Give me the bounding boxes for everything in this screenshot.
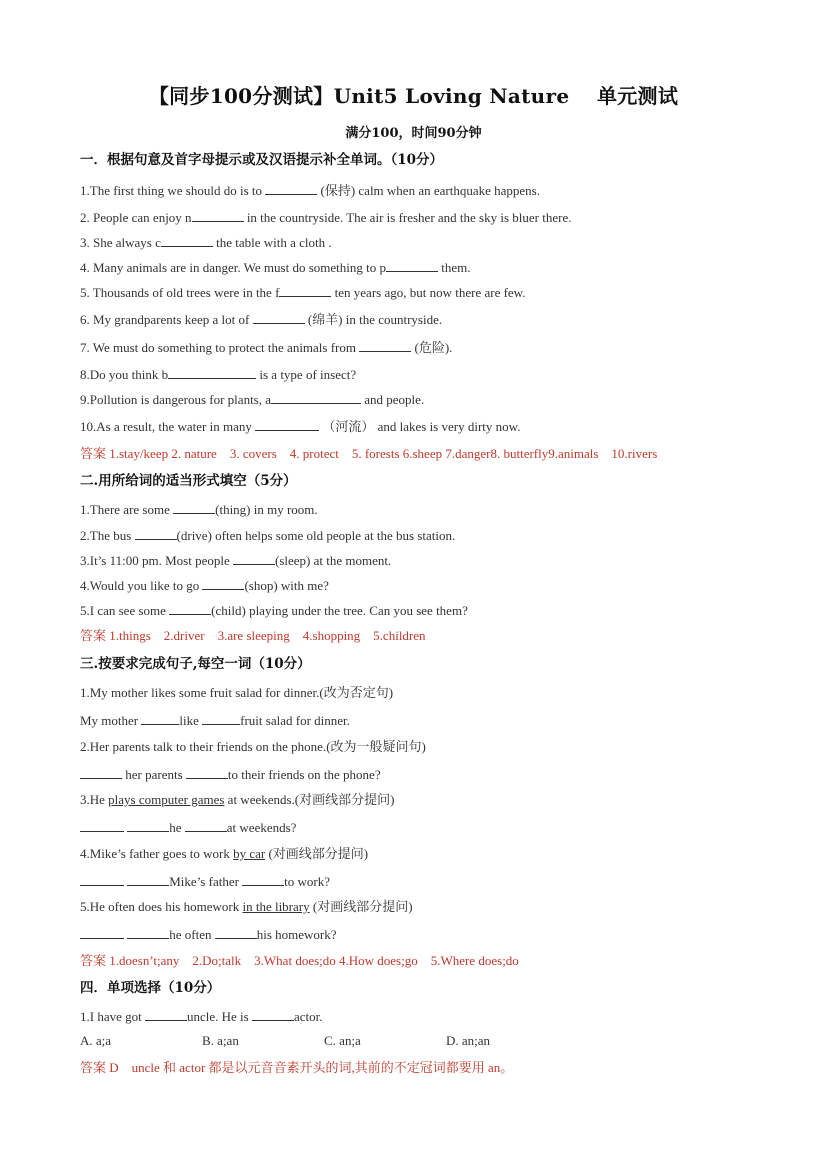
- underlined-phrase: in the library: [242, 899, 310, 914]
- answer-blank[interactable]: [173, 501, 215, 514]
- answer-blank[interactable]: [141, 712, 179, 725]
- answer-blank[interactable]: [80, 766, 122, 779]
- answer-blank[interactable]: [185, 819, 227, 832]
- question-line: 4. Many animals are in danger. We must do something to p them.: [80, 260, 471, 275]
- answer-blank[interactable]: [255, 418, 319, 431]
- answer-blank[interactable]: [169, 602, 211, 615]
- answer-blank[interactable]: [161, 234, 213, 247]
- question-line: 3.It’s 11:00 pm. Most people (sleep) at the moment.: [80, 553, 392, 568]
- answer-blank[interactable]: [80, 926, 124, 939]
- question-line: 5.He often does his homework in the library (对画线部分提问): [80, 899, 413, 914]
- answer-blank[interactable]: [215, 926, 257, 939]
- question-line: 1.I have got uncle. He is actor.: [80, 1009, 323, 1024]
- question-line: 1.The first thing we should do is to (保持) calm when an earthquake happens.: [80, 183, 540, 198]
- section-heading: 一．根据句意及首字母提示或及汉语提示补全单词。（10分）: [80, 152, 444, 168]
- answer-blank[interactable]: [271, 391, 361, 404]
- page-subtitle: 满分100，时间90分钟: [345, 126, 482, 141]
- option-d[interactable]: D. an;an: [446, 1033, 491, 1048]
- option-b[interactable]: B. a;an: [202, 1033, 239, 1048]
- answer-blank[interactable]: [252, 1008, 294, 1021]
- underlined-phrase: by car: [233, 846, 266, 861]
- fill-line: her parents to their friends on the phone?: [80, 766, 760, 783]
- answer-blank[interactable]: [192, 209, 244, 222]
- question-line: 2. People can enjoy n in the countryside. The air is fresher and the sky is bluer there.: [80, 210, 572, 225]
- question-line: 1.There are some (thing) in my room.: [80, 502, 318, 517]
- answer-key: 答案 1.stay/keep 2. nature 3. covers 4. protect 5. forests 6.sheep 7.danger8. butterfly9.animals 10.rivers: [80, 446, 658, 461]
- section-heading: 三.按要求完成句子,每空一词（10分）: [80, 656, 311, 672]
- answer-blank[interactable]: [202, 712, 240, 725]
- answer-key: 答案 D uncle 和 actor 都是以元音音素开头的词,其前的不定冠词都要用 an。: [80, 1060, 514, 1075]
- answer-blank[interactable]: [186, 766, 228, 779]
- fill-line: My mother like fruit salad for dinner.: [80, 713, 350, 728]
- fill-line: Mike’s father to work?: [80, 873, 760, 890]
- fill-line: he often his homework?: [80, 926, 760, 943]
- answer-blank[interactable]: [386, 259, 438, 272]
- underlined-phrase: plays computer games: [108, 792, 225, 807]
- question-line: 5. Thousands of old trees were in the f ten years ago, but now there are few.: [80, 285, 526, 300]
- question-line: 1.My mother likes some fruit salad for dinner.(改为否定句): [80, 685, 394, 700]
- question-line: 9.Pollution is dangerous for plants, a and people.: [80, 392, 425, 407]
- question-line: 10.As a result, the water in many （河流） and lakes is very dirty now.: [80, 419, 521, 434]
- page-title: 【同步100分测试】Unit5 Loving Nature 单元测试: [148, 84, 679, 108]
- answer-blank[interactable]: [145, 1008, 187, 1021]
- answer-blank[interactable]: [80, 873, 124, 886]
- answer-key: 答案 1.things 2.driver 3.are sleeping 4.shopping 5.children: [80, 628, 426, 643]
- fill-line: he at weekends?: [80, 819, 760, 836]
- question-line: 3. She always c the table with a cloth .: [80, 235, 332, 250]
- question-line: 3.He plays computer games at weekends.(对画线部分提问): [80, 792, 395, 807]
- question-line: 7. We must do something to protect the animals from (危险).: [80, 340, 453, 355]
- option-c[interactable]: C. an;a: [324, 1033, 361, 1048]
- answer-blank[interactable]: [202, 577, 244, 590]
- question-line: 2.Her parents talk to their friends on the phone.(改为一般疑问句): [80, 739, 426, 754]
- option-a[interactable]: A. a;a: [80, 1033, 112, 1048]
- options-line: [80, 1033, 760, 1049]
- answer-blank[interactable]: [265, 182, 317, 195]
- section-heading: 四．单项选择（10分）: [80, 980, 221, 996]
- question-line: 2.The bus (drive) often helps some old people at the bus station.: [80, 528, 456, 543]
- question-line: 5.I can see some (child) playing under the tree. Can you see them?: [80, 603, 468, 618]
- answer-blank[interactable]: [279, 284, 331, 297]
- answer-key: 答案 1.doesn’t;any 2.Do;talk 3.What does;do 4.How does;go 5.Where does;do: [80, 953, 519, 968]
- answer-blank[interactable]: [135, 527, 177, 540]
- answer-blank[interactable]: [168, 366, 256, 379]
- answer-blank[interactable]: [127, 819, 169, 832]
- answer-blank[interactable]: [127, 926, 169, 939]
- question-line: 4.Would you like to go (shop) with me?: [80, 578, 329, 593]
- answer-blank[interactable]: [253, 311, 305, 324]
- answer-blank[interactable]: [242, 873, 284, 886]
- question-line: 8.Do you think b is a type of insect?: [80, 367, 357, 382]
- section-heading: 二.用所给词的适当形式填空（5分）: [80, 473, 297, 489]
- answer-blank[interactable]: [233, 552, 275, 565]
- question-line: 6. My grandparents keep a lot of (绵羊) in the countryside.: [80, 312, 443, 327]
- answer-blank[interactable]: [359, 339, 411, 352]
- answer-blank[interactable]: [80, 819, 124, 832]
- answer-blank[interactable]: [127, 873, 169, 886]
- question-line: 4.Mike’s father goes to work by car (对画线部分提问): [80, 846, 369, 861]
